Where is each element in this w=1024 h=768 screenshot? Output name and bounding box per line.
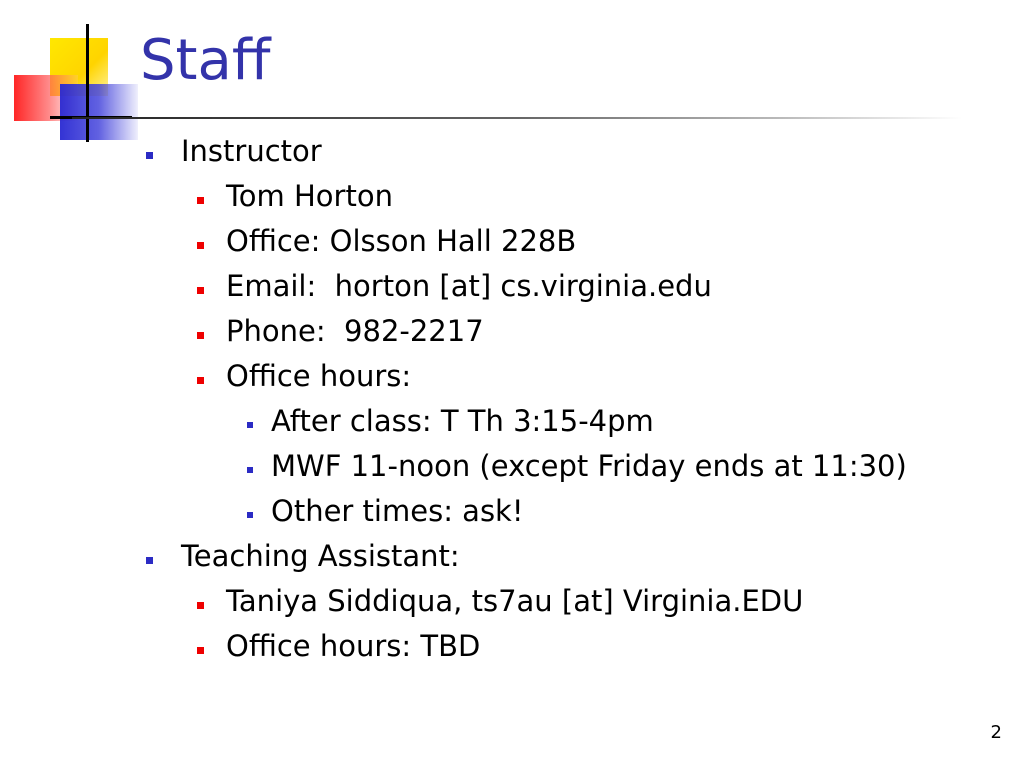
bullet-item: Teaching Assistant: [181,539,460,573]
bullet-marker-icon [247,422,253,428]
bullet-item: Other times: ask! [271,494,524,528]
bullet-item: Office hours: TBD [226,629,481,663]
bullet-item: After class: T Th 3:15-4pm [271,404,654,438]
bullet-marker-icon [146,557,153,564]
bullet-marker-icon [197,647,204,654]
bullet-item: Email: horton [at] cs.virginia.edu [226,269,712,303]
logo-blue-square [60,84,138,140]
bullet-marker-icon [247,467,253,473]
bullet-marker-icon [146,152,153,159]
bullet-marker-icon [197,377,204,384]
bullet-marker-icon [197,242,204,249]
bullet-marker-icon [197,602,204,609]
bullet-item: Office hours: [226,359,412,393]
bullet-marker-icon [197,332,204,339]
page-number: 2 [990,722,1002,743]
bullet-marker-icon [197,197,204,204]
logo-vertical-line [86,24,89,142]
bullet-item: Tom Horton [226,179,393,213]
bullet-item: Phone: 982-2217 [226,314,484,348]
title-divider [72,117,962,119]
logo-decoration [0,0,140,145]
bullet-marker-icon [197,287,204,294]
bullet-item: Office: Olsson Hall 228B [226,224,577,258]
bullet-item: Instructor [181,134,322,168]
slide-title: Staff [140,28,271,93]
bullet-marker-icon [247,512,253,518]
bullet-item: Taniya Siddiqua, ts7au [at] Virginia.EDU [226,584,804,618]
bullet-item: MWF 11-noon (except Friday ends at 11:30) [271,449,907,483]
